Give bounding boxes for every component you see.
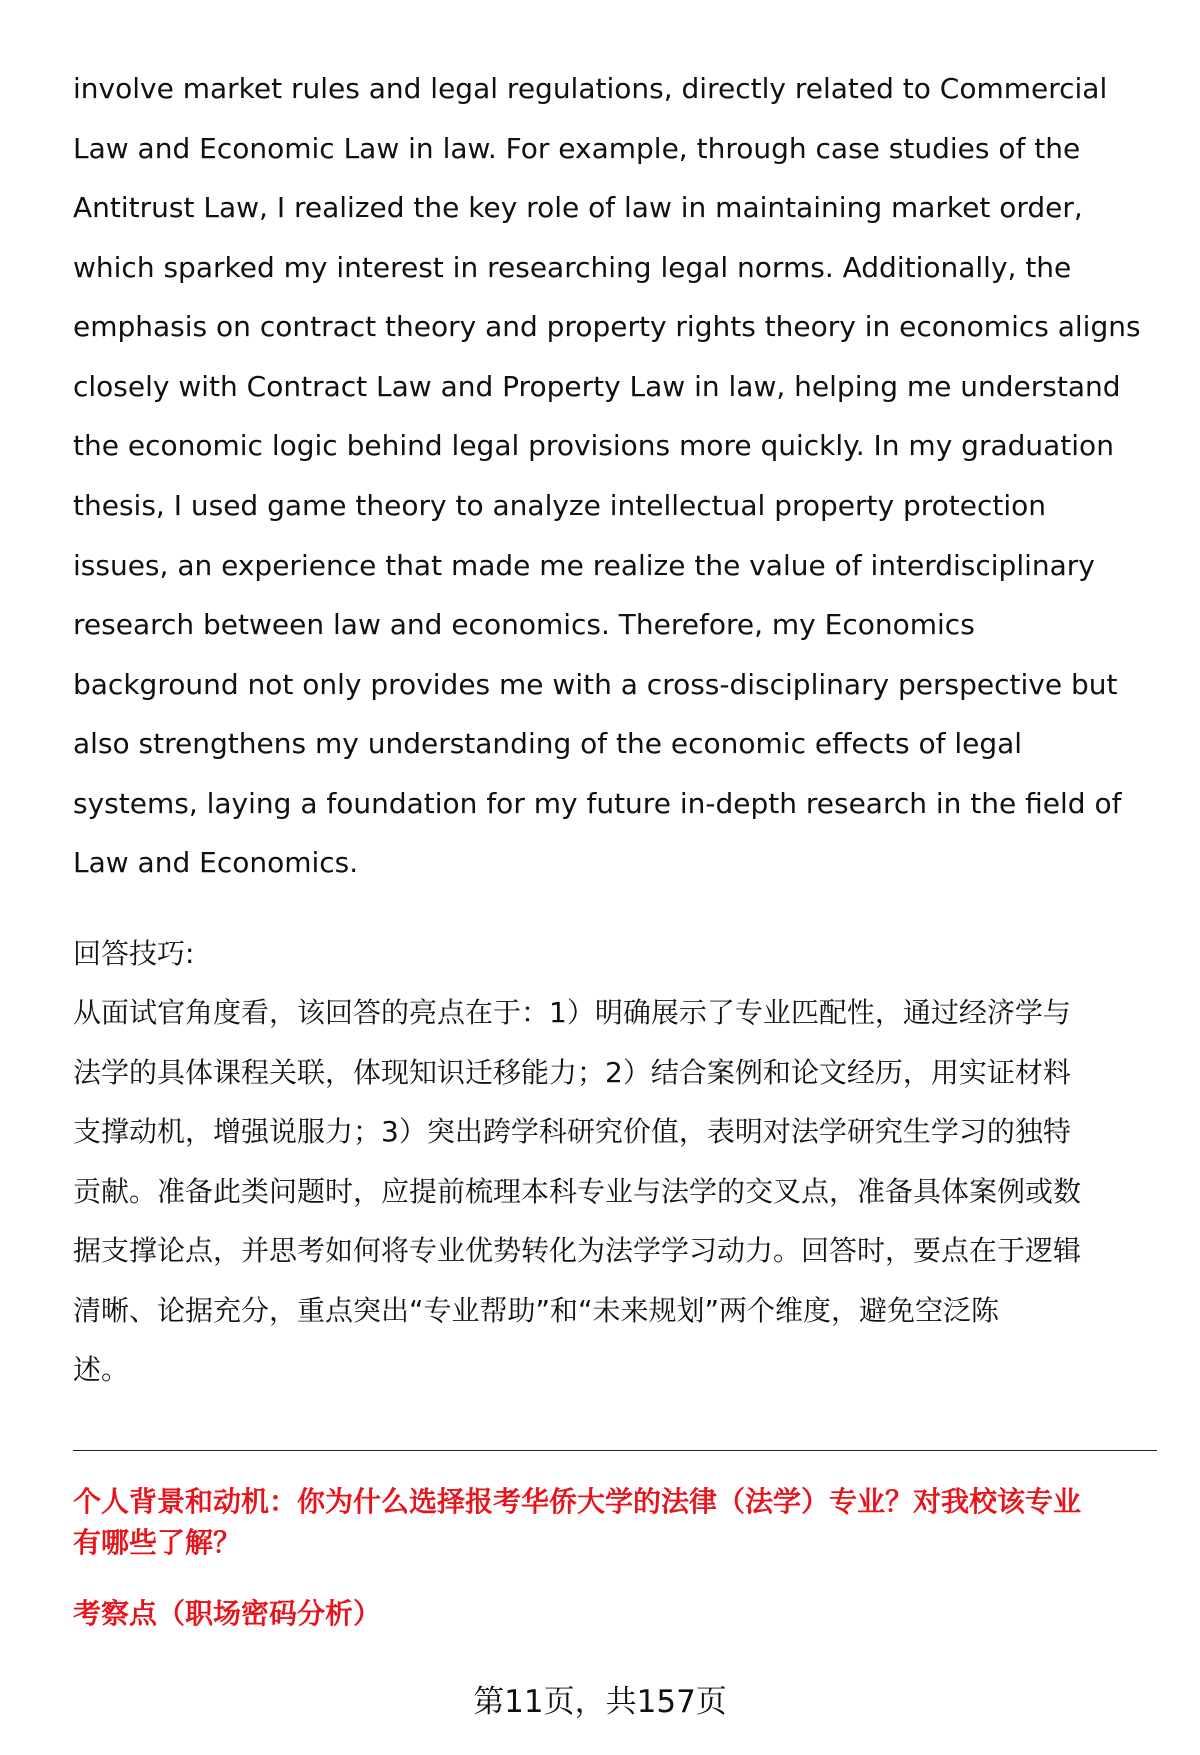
answer-line: background not only provides me with a cross-disciplinary perspective but [73,668,1118,701]
answer-line: Antitrust Law, I realized the key role of law in maintaining market order, [73,191,1083,224]
answer-line: emphasis on contract theory and property rights theory in economics aligns [73,310,1141,343]
question-heading-line: 有哪些了解？ [73,1526,242,1559]
answer-line: which sparked my interest in researching legal norms. Additionally, the [73,251,1072,284]
answer-line: research between law and economics. Therefore, my Economics [73,608,975,641]
answer-line: also strengthens my understanding of the economic effects of legal [73,727,1023,760]
divider [73,1450,1157,1451]
question-heading-line: 个人背景和动机：你为什么选择报考华侨大学的法律（法学）专业？对我校该专业 [73,1485,1082,1518]
tips-line: 支撑动机，增强说服力；3）突出跨学科研究价值，表明对法学研究生学习的独特 [73,1115,1071,1148]
tips-line: 述。 [73,1353,130,1386]
section-heading: 考察点（职场密码分析） [73,1597,382,1630]
answer-line: systems, laying a foundation for my future in-depth research in the field of [73,787,1122,820]
answer-line: closely with Contract Law and Property Law in law, helping me understand [73,370,1121,403]
answer-line: issues, an experience that made me realize the value of interdisciplinary [73,549,1095,582]
tips-line: 贡献。准备此类问题时，应提前梳理本科专业与法学的交叉点，准备具体案例或数 [73,1175,1082,1208]
tips-line: 据支撑论点，并思考如何将专业优势转化为法学学习动力。回答时，要点在于逻辑 [73,1234,1082,1267]
page-number: 第11页，共157页 [473,1684,727,1720]
tips-line: 清晰、论据充分，重点突出“专业帮助”和“未来规划”两个维度，避免空泛陈 [73,1294,1000,1327]
tips-line: 法学的具体课程关联，体现知识迁移能力；2）结合案例和论文经历，用实证材料 [73,1056,1071,1089]
tips-label: 回答技巧: [73,937,195,970]
answer-line: involve market rules and legal regulations, directly related to Commercial [73,72,1108,105]
answer-line: thesis, I used game theory to analyze intellectual property protection [73,489,1047,522]
answer-line: Law and Economics. [73,846,359,879]
tips-line: 从面试官角度看，该回答的亮点在于：1）明确展示了专业匹配性，通过经济学与 [73,996,1071,1029]
answer-line: Law and Economic Law in law. For example, through case studies of the [73,132,1081,165]
answer-line: the economic logic behind legal provisions more quickly. In my graduation [73,429,1114,462]
